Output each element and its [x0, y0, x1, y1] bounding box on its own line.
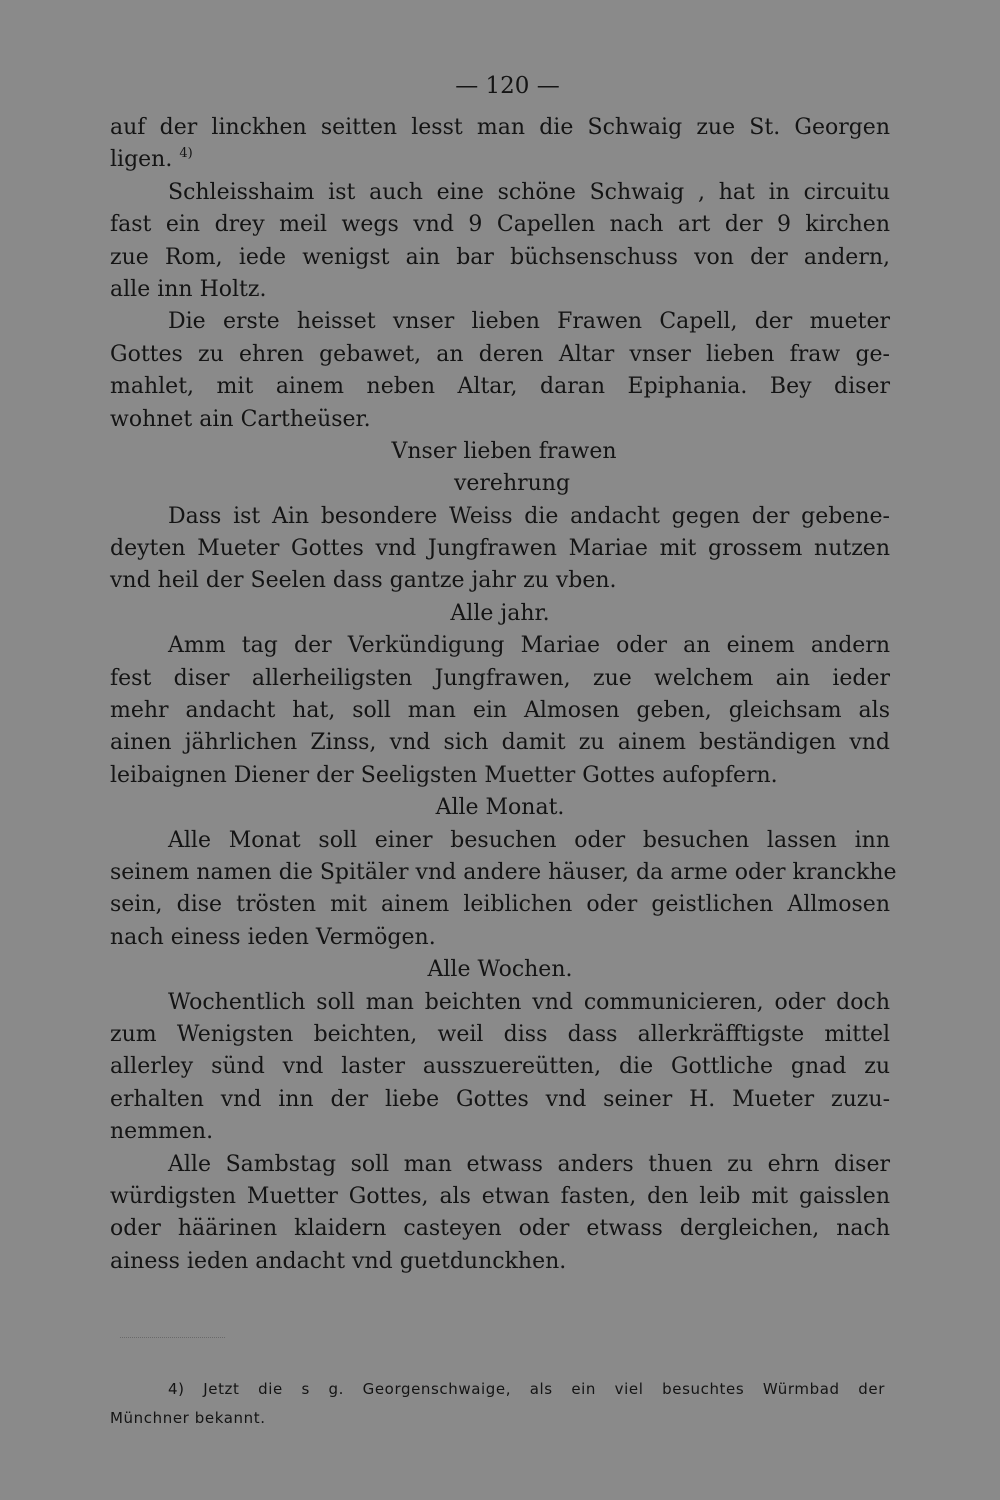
- text-line: [110, 371, 890, 403]
- text-line-content: Schleisshaim ist auch eine schöne Schwaig , hat in circuitu: [168, 179, 890, 205]
- text-line-content: nemmen.: [110, 1119, 214, 1145]
- text-line-content: würdigsten Muetter Gottes, als etwan fasten, den leib mit gaisslen: [110, 1183, 890, 1209]
- text-line: [110, 663, 890, 695]
- text-line: [110, 1116, 890, 1148]
- section-heading: [110, 954, 890, 986]
- text-line-content: sein, dise trösten mit ainem leiblichen oder geistlichen Allmosen: [110, 892, 890, 918]
- text-line-content: Alle Sambstag soll man etwass anders thuen zu ehrn diser: [168, 1151, 890, 1177]
- main-text: [110, 112, 897, 1278]
- text-line-content: wohnet ain Cartheüser.: [110, 406, 371, 432]
- text-line-content: auf der linckhen seitten lesst man die Schwaig zue St. Georgen: [110, 115, 890, 140]
- text-line-content: ainen jährlichen Zinss, vnd sich damit zu ainem beständigen vnd: [110, 730, 890, 756]
- text-line-content: verehrung: [453, 471, 571, 497]
- text-line-content: vnd heil der Seelen dass gantze jahr zu vben.: [110, 568, 617, 594]
- text-line-content: zum Wenigsten beichten, weil diss dass allerkräfftigste mittel: [110, 1021, 890, 1047]
- text-line: [110, 1213, 890, 1245]
- text-line-content: mahlet, mit ainem neben Altar, daran Epiphania. Bey diser: [110, 374, 890, 400]
- page-number: — 120 —: [455, 73, 560, 99]
- text-line: [110, 1246, 890, 1278]
- text-line: [110, 1084, 890, 1116]
- page-body: [110, 70, 897, 1278]
- text-line-content: erhalten vnd inn der liebe Gottes vnd seiner H. Mueter zuzu-: [110, 1086, 890, 1112]
- text-line-content: Alle Wochen.: [427, 957, 573, 983]
- text-line-content: zue Rom, iede wenigst ain bar büchsenschuss von der andern,: [110, 244, 890, 270]
- text-line-content: Alle Monat.: [435, 795, 565, 821]
- text-line: [110, 339, 890, 371]
- text-line-content: Vnser lieben frawen: [391, 438, 617, 464]
- text-line: [110, 112, 890, 144]
- text-line: [110, 533, 890, 565]
- text-line-content: oder häärinen klaidern casteyen oder etwass dergleichen, nach: [110, 1216, 890, 1242]
- text-line-content: ainess ieden andacht vnd guetdunckhen.: [110, 1248, 567, 1274]
- footnote-line: 4) Jetzt die s g. Georgenschwaige, als ein viel besuchtes Würmbad der: [168, 1380, 885, 1398]
- footnote: [110, 1375, 885, 1433]
- text-line-content: ligen.: [110, 147, 173, 173]
- text-line-content: Amm tag der Verkündigung Mariae oder an einem andern: [168, 633, 890, 659]
- text-line-content: alle inn Holtz.: [110, 276, 267, 302]
- text-line: [110, 565, 890, 597]
- text-line-content: mehr andacht hat, soll man ein Almosen geben, gleichsam als: [110, 698, 890, 724]
- text-line-content: seinem namen die Spitäler vnd andere häuser, da arme oder kranckhe: [110, 859, 897, 885]
- section-heading: [110, 436, 890, 468]
- text-line: [110, 825, 890, 857]
- text-line: [110, 144, 890, 176]
- text-line: [110, 857, 897, 889]
- text-line: [110, 177, 890, 209]
- footnote-line: Münchner bekannt.: [110, 1409, 266, 1427]
- text-line-content: fast ein drey meil wegs vnd 9 Capellen nach art der 9 kirchen: [110, 212, 890, 238]
- footnote-marker: 4): [179, 146, 193, 162]
- text-line-content: Wochentlich soll man beichten vnd communicieren, oder doch: [168, 989, 890, 1015]
- text-line-content: leibaignen Diener der Seeligsten Muetter Gottes aufopfern.: [110, 762, 778, 788]
- text-line: [110, 274, 890, 306]
- text-line-content: allerley sünd vnd laster ausszuereütten, die Gottliche gnad zu: [110, 1054, 890, 1080]
- text-line-content: Gottes zu ehren gebawet, an deren Altar vnser lieben fraw ge-: [110, 341, 890, 367]
- text-line: [110, 209, 890, 241]
- section-heading: [110, 598, 890, 630]
- text-line-content: Alle Monat soll einer besuchen oder besuchen lassen inn: [168, 827, 890, 853]
- text-line: [110, 760, 890, 792]
- text-line: [110, 1019, 890, 1051]
- footnote-separator: [120, 1337, 225, 1338]
- text-line: [110, 1181, 890, 1213]
- text-line: [110, 501, 890, 533]
- text-line: [110, 306, 890, 338]
- text-line: [110, 889, 890, 921]
- text-line: [110, 1051, 890, 1083]
- text-line-content: Die erste heisset vnser lieben Frawen Capell, der mueter: [168, 309, 890, 335]
- text-line: [110, 242, 890, 274]
- text-line: [110, 404, 890, 436]
- text-line: [110, 987, 890, 1019]
- text-line: [110, 1149, 890, 1181]
- text-line: [110, 695, 890, 727]
- section-heading: [110, 468, 890, 500]
- text-line-content: nach einess ieden Vermögen.: [110, 924, 436, 950]
- text-line-content: Alle jahr.: [450, 600, 550, 626]
- text-line: [110, 630, 890, 662]
- text-line: [110, 727, 890, 759]
- text-line-content: fest diser allerheiligsten Jungfrawen, zue welchem ain ieder: [110, 665, 890, 691]
- text-line-content: deyten Mueter Gottes vnd Jungfrawen Mariae mit grossem nutzen: [110, 536, 890, 562]
- section-heading: [110, 792, 890, 824]
- text-line-content: Dass ist Ain besondere Weiss die andacht gegen der gebene-: [168, 503, 890, 529]
- text-line: [110, 922, 890, 954]
